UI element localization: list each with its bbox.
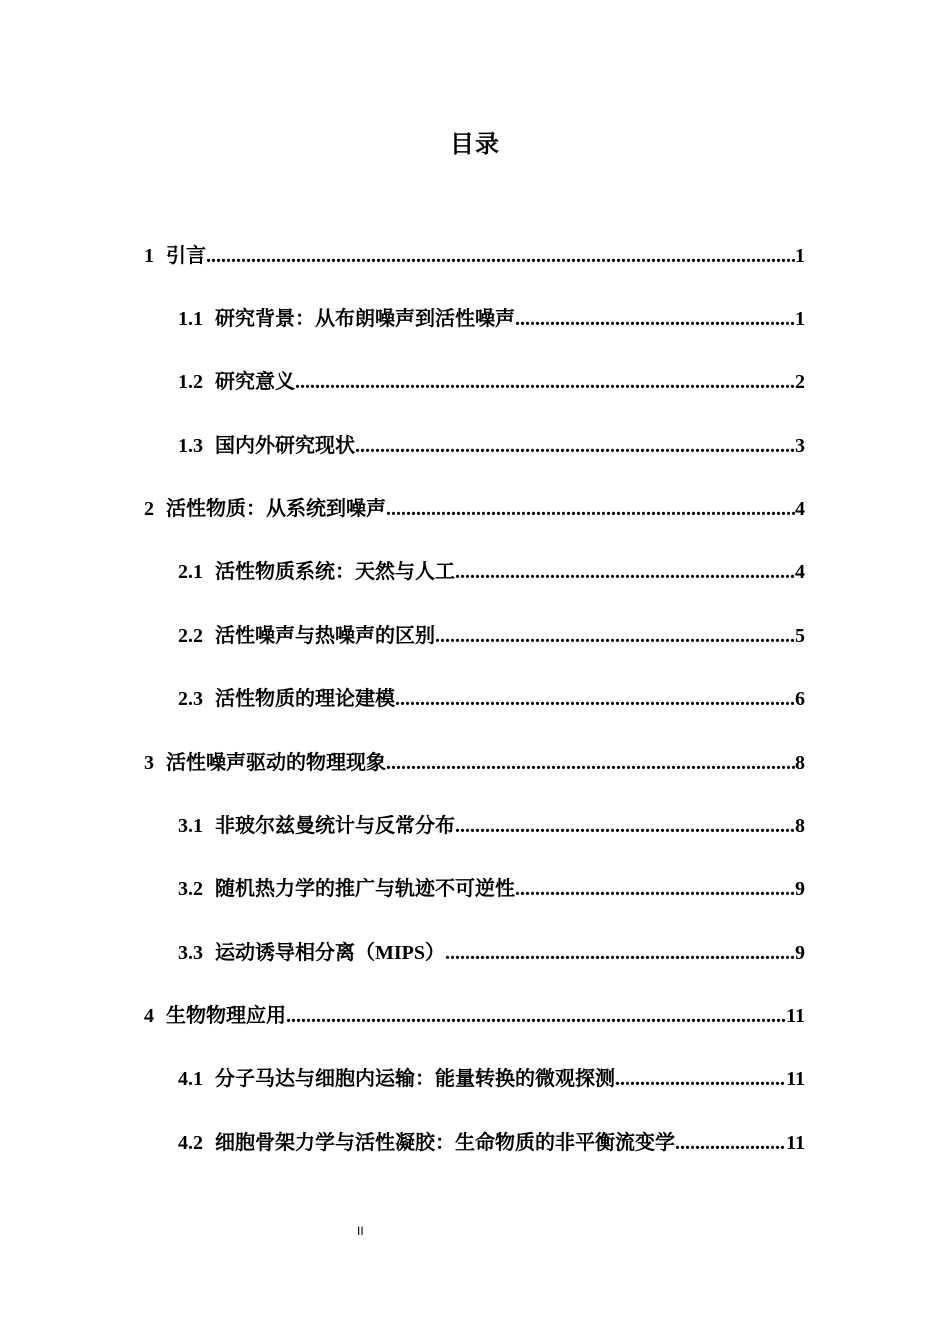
toc-entry-title: 非玻尔兹曼统计与反常分布 <box>215 815 455 837</box>
toc-entry-page: 11 <box>786 1132 805 1154</box>
toc-entry-number: 3.2 <box>178 878 203 900</box>
toc-entry-page: 8 <box>795 752 805 774</box>
toc-entry-title: 国内外研究现状 <box>215 435 355 457</box>
toc-entry-page: 4 <box>795 561 805 583</box>
toc-entry-page: 3 <box>795 435 805 457</box>
toc-entry[interactable] <box>178 873 805 905</box>
toc-entry[interactable] <box>178 366 805 398</box>
toc-dot-leader <box>386 747 795 779</box>
toc-entry-title: 运动诱导相分离（MIPS） <box>215 942 445 964</box>
toc-entry-page: 4 <box>795 498 805 520</box>
toc-entry-number: 1.2 <box>178 371 203 393</box>
toc-entry-page: 6 <box>795 688 805 710</box>
toc-entry-title: 活性噪声驱动的物理现象 <box>166 752 386 774</box>
toc-entry-number: 2.3 <box>178 688 203 710</box>
toc-dot-leader <box>206 240 795 272</box>
toc-dot-leader <box>435 620 795 652</box>
toc-entry-title: 引言 <box>166 245 206 267</box>
toc-entry-page: 9 <box>795 878 805 900</box>
toc-entry-page: 1 <box>795 308 805 330</box>
toc-entry-number: 2 <box>144 498 154 520</box>
toc-dot-leader <box>286 1000 786 1032</box>
toc-entry-number: 4.1 <box>178 1068 203 1090</box>
toc-entry-number: 2.1 <box>178 561 203 583</box>
toc-entry-number: 4 <box>144 1005 154 1027</box>
toc-entry[interactable] <box>144 240 805 272</box>
toc-entry-page: 5 <box>795 625 805 647</box>
toc-entry-page: 9 <box>795 942 805 964</box>
toc-entry-title: 研究意义 <box>215 371 295 393</box>
toc-entry-number: 2.2 <box>178 625 203 647</box>
toc-entry-page: 11 <box>786 1068 805 1090</box>
toc-entry-number: 4.2 <box>178 1132 203 1154</box>
toc-entry[interactable] <box>178 1063 805 1095</box>
toc-entry-title: 生物物理应用 <box>166 1005 286 1027</box>
toc-entry[interactable] <box>144 1000 805 1032</box>
toc-entry-title: 活性噪声与热噪声的区别 <box>215 625 435 647</box>
toc-entry[interactable] <box>178 430 805 462</box>
toc-dot-leader <box>515 873 795 905</box>
toc-entry[interactable] <box>178 556 805 588</box>
toc-entry-number: 3.3 <box>178 942 203 964</box>
toc-dot-leader <box>445 937 795 969</box>
toc-entry-title: 分子马达与细胞内运输：能量转换的微观探测 <box>215 1068 615 1090</box>
toc-entry-number: 1.3 <box>178 435 203 457</box>
toc-entry[interactable] <box>178 1127 805 1159</box>
page-number: II <box>357 1224 364 1238</box>
toc-dot-leader <box>355 430 795 462</box>
toc-entry-title: 随机热力学的推广与轨迹不可逆性 <box>215 878 515 900</box>
toc-entry-title: 活性物质的理论建模 <box>215 688 395 710</box>
toc-dot-leader <box>386 493 795 525</box>
toc-entry-title: 研究背景：从布朗噪声到活性噪声 <box>215 308 515 330</box>
toc-entry-page: 2 <box>795 371 805 393</box>
toc-entry-page: 1 <box>795 245 805 267</box>
toc-entry-page: 11 <box>786 1005 805 1027</box>
toc-entry-number: 1.1 <box>178 308 203 330</box>
toc-dot-leader <box>295 366 795 398</box>
toc-entry-number: 1 <box>144 245 154 267</box>
page-title: 目录 <box>450 132 500 158</box>
toc-entry-title: 活性物质系统：天然与人工 <box>215 561 455 583</box>
toc-dot-leader <box>675 1127 786 1159</box>
toc-entry-page: 8 <box>795 815 805 837</box>
toc-entry[interactable] <box>178 937 805 969</box>
toc-entry-number: 3.1 <box>178 815 203 837</box>
toc-entry-title: 细胞骨架力学与活性凝胶：生命物质的非平衡流变学 <box>215 1132 675 1154</box>
toc-entry[interactable] <box>144 493 805 525</box>
toc-dot-leader <box>455 556 795 588</box>
toc-entry-number: 3 <box>144 752 154 774</box>
toc-dot-leader <box>615 1063 786 1095</box>
toc-dot-leader <box>515 303 795 335</box>
toc-entry[interactable] <box>178 303 805 335</box>
toc-entry[interactable] <box>144 747 805 779</box>
toc-dot-leader <box>395 683 795 715</box>
toc-entry[interactable] <box>178 620 805 652</box>
toc-entry-title: 活性物质：从系统到噪声 <box>166 498 386 520</box>
toc-dot-leader <box>455 810 795 842</box>
toc-entry[interactable] <box>178 683 805 715</box>
toc-entry[interactable] <box>178 810 805 842</box>
